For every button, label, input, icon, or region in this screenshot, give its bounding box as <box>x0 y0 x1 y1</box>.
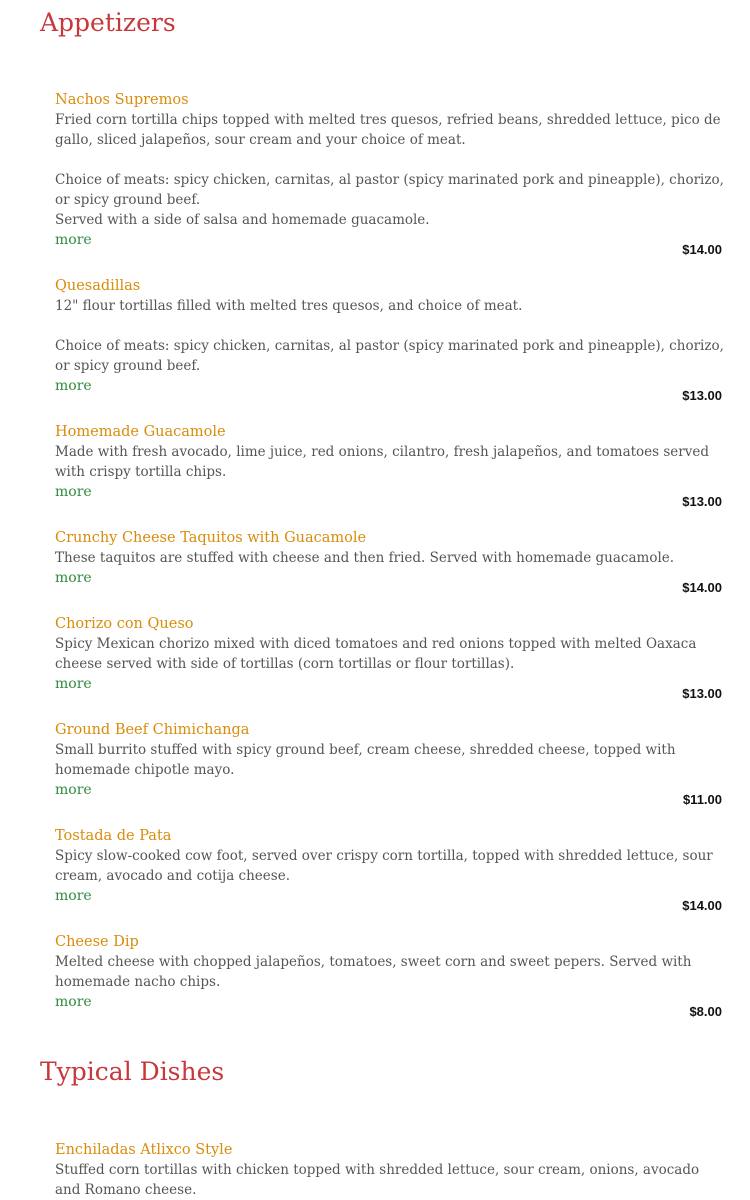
menu-item-enchiladas-atlixco-style <box>55 1140 727 1200</box>
item-description: Spicy Mexican chorizo mixed with diced tomatoes and red onions topped with melted Oaxaca cheese served with side of tortillas (corn tortillas or flour tortillas). <box>55 636 697 672</box>
menu-item-nachos-supremos <box>55 90 727 257</box>
item-name: Chorizo con Queso <box>55 616 194 632</box>
item-price: $14.00 <box>682 898 722 913</box>
item-description: Small burrito stuffed with spicy ground beef, cream cheese, shredded cheese, topped with homemade chipotle mayo. <box>55 742 676 778</box>
item-name: Homemade Guacamole <box>55 424 226 440</box>
section-title-appetizers: Appetizers <box>40 8 176 37</box>
more-link[interactable]: more <box>55 782 92 798</box>
item-name: Cheese Dip <box>55 934 139 950</box>
item-description: 12" flour tortillas filled with melted tres quesos, and choice of meat. Choice of meats: spicy chicken, carnitas, al pastor (spicy marinated pork and pineapple), chorizo, or spicy ground beef. <box>55 298 724 374</box>
more-link[interactable]: more <box>55 888 92 904</box>
menu-item-quesadillas <box>55 276 727 403</box>
menu-item-chorizo-con-queso <box>55 614 727 701</box>
item-price: $8.00 <box>689 1004 722 1019</box>
item-name: Tostada de Pata <box>55 828 172 844</box>
item-price: $14.00 <box>682 580 722 595</box>
item-description: Made with fresh avocado, lime juice, red onions, cilantro, fresh jalapeños, and tomatoes served with crispy tortilla chips. <box>55 444 710 480</box>
item-name: Quesadillas <box>55 278 141 294</box>
item-description: Stuffed corn tortillas with chicken topped with shredded lettuce, sour cream, onions, avocado and Romano cheese. <box>55 1162 700 1198</box>
more-link[interactable]: more <box>55 676 92 692</box>
item-description: Fried corn tortilla chips topped with melted tres quesos, refried beans, shredded lettuce, pico de gallo, sliced jalapeños, sour cream and your choice of meat. Choice of meats: spicy chicken, carnitas, al pastor (spicy marinated pork and pineapple), chorizo, or spicy ground beef. Served with a side of salsa and homemade guacamole. <box>55 112 724 228</box>
more-link[interactable]: more <box>55 378 92 394</box>
item-name: Ground Beef Chimichanga <box>55 722 250 738</box>
more-link[interactable]: more <box>55 570 92 586</box>
item-description: Spicy slow-cooked cow foot, served over crispy corn tortilla, topped with shredded lettuce, sour cream, avocado and cotija cheese. <box>55 848 713 884</box>
item-price: $11.00 <box>682 792 722 807</box>
item-name: Crunchy Cheese Taquitos with Guacamole <box>55 530 367 546</box>
menu-item-tostada-de-pata <box>55 826 727 913</box>
item-name: Nachos Supremos <box>55 92 189 108</box>
item-name: Enchiladas Atlixco Style <box>55 1142 233 1158</box>
more-link[interactable]: more <box>55 484 92 500</box>
item-price: $13.00 <box>682 388 722 403</box>
item-price: $14.00 <box>682 242 722 257</box>
item-description: Melted cheese with chopped jalapeños, tomatoes, sweet corn and sweet pepers. Served with homemade nacho chips. <box>55 954 692 990</box>
item-price: $13.00 <box>682 686 722 701</box>
more-link[interactable]: more <box>55 994 92 1010</box>
section-title-typical-dishes: Typical Dishes <box>40 1057 225 1086</box>
item-description: These taquitos are stuffed with cheese and then fried. Served with homemade guacamole. <box>55 550 675 566</box>
menu-item-homemade-guacamole <box>55 422 727 509</box>
item-price: $13.00 <box>682 494 722 509</box>
menu-item-ground-beef-chimichanga <box>55 720 727 807</box>
more-link[interactable]: more <box>55 232 92 248</box>
menu-item-crunchy-cheese-taquitos <box>55 528 727 595</box>
menu-item-cheese-dip <box>55 932 727 1019</box>
